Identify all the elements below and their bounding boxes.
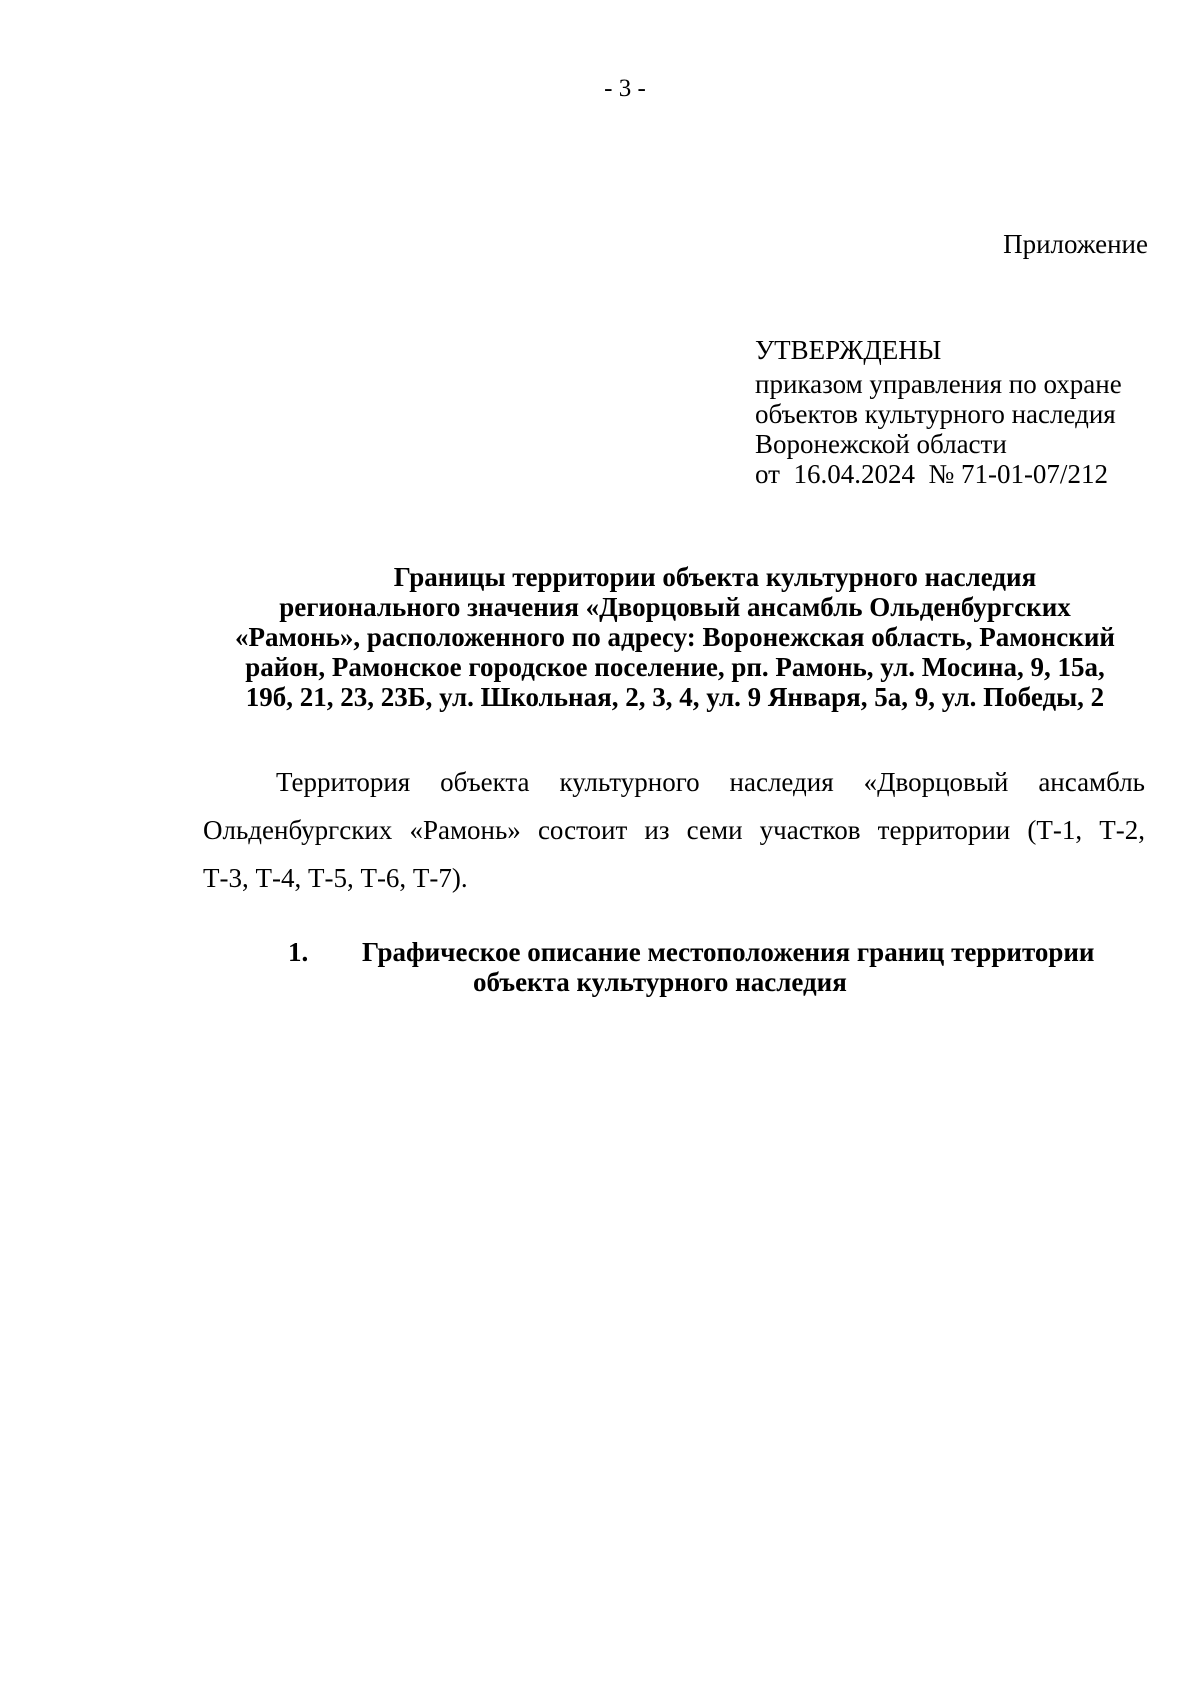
section-title-line: Графическое описание местоположения границ территории <box>362 937 1095 967</box>
section-number: 1. <box>288 937 309 967</box>
approval-title: УТВЕРЖДЕНЫ <box>755 335 942 365</box>
title-line: Границы территории объекта культурного наследия <box>393 562 1037 592</box>
approval-line: объектов культурного наследия <box>755 399 1116 429</box>
section-title-line: объекта культурного наследия <box>473 967 847 997</box>
body-paragraph <box>203 758 1145 902</box>
document-title <box>190 562 1160 712</box>
page-number: - 3 - <box>604 75 646 102</box>
title-line: район, Рамонское городское поселение, рп. Рамонь, ул. Мосина, 9, 15а, <box>245 652 1105 682</box>
body-line: Ольденбургских «Рамонь» состоит из семи участков территории (Т-1, Т-2, <box>203 815 1145 845</box>
body-line: Т-3, Т-4, Т-5, Т-6, Т-7). <box>203 863 468 893</box>
title-line: 19б, 21, 23, 23Б, ул. Школьная, 2, 3, 4, ул. 9 Января, 5а, 9, ул. Победы, 2 <box>245 682 1105 712</box>
appendix-label: Приложение <box>1003 229 1148 259</box>
title-line: регионального значения «Дворцовый ансамбль Ольденбургских <box>279 592 1071 622</box>
title-line: «Рамонь», расположенного по адресу: Воронежская область, Рамонский <box>235 622 1115 652</box>
approval-line: приказом управления по охране <box>755 369 1122 399</box>
approval-line: Воронежской области <box>755 429 1007 459</box>
approval-block <box>755 335 1122 489</box>
body-line: Территория объекта культурного наследия «Дворцовый ансамбль <box>276 767 1145 797</box>
approval-date-number: от 16.04.2024 № 71-01-07/212 <box>755 459 1108 489</box>
